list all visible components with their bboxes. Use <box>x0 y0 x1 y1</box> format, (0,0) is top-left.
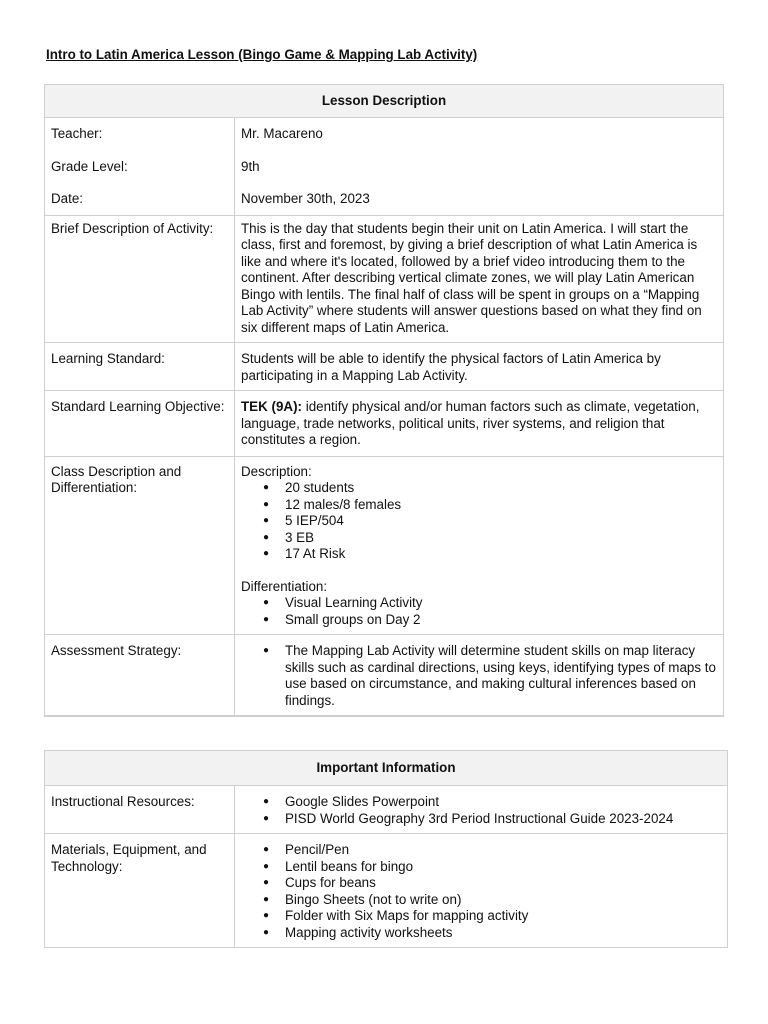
list-item: ● 12 males/8 females <box>285 497 717 514</box>
lesson-description-table <box>44 84 724 717</box>
grade-value: 9th <box>241 158 260 174</box>
brief-description-label: Brief Description of Activity: <box>45 215 235 343</box>
list-item: ● Folder with Six Maps for mapping activity <box>285 908 721 925</box>
list-item: ● The Mapping Lab Activity will determine student skills on map literacy skills such as cardinal directions, using keys, identifying types of maps to use based on circumstance, and making cultural inferences based on findings. <box>285 643 717 709</box>
assessment-strategy-label: Assessment Strategy: <box>45 635 235 717</box>
teacher-value: Mr. Macareno <box>241 126 323 141</box>
grade-label: Grade Level: <box>51 158 128 174</box>
list-item: ● Bingo Sheets (not to write on) <box>285 892 721 909</box>
learning-standard-value: Students will be able to identify the physical factors of Latin America by participating in a Mapping Lab Activity. <box>235 343 724 391</box>
description-heading: Description: <box>241 463 312 479</box>
class-description-label: Class Description and Differentiation: <box>45 456 235 635</box>
learning-objective-cell <box>235 391 724 457</box>
learning-objective-label: Standard Learning Objective: <box>45 391 235 457</box>
list-item: ● PISD World Geography 3rd Period Instructional Guide 2023-2024 <box>285 811 721 828</box>
date-label: Date: <box>51 191 84 206</box>
materials-list <box>241 842 721 941</box>
lesson-description-header: Lesson Description <box>45 85 724 118</box>
list-item: ● Pencil/Pen <box>285 842 721 859</box>
class-description-cell <box>235 456 724 635</box>
instructional-resources-cell <box>235 786 728 834</box>
list-item: ● Lentil beans for bingo <box>285 859 721 876</box>
list-item: ● Mapping activity worksheets <box>285 925 721 942</box>
brief-description-value: This is the day that students begin their unit on Latin America. I will start the class, first and foremost, by giving a brief description of what Latin America is like and where it's located, followed by a brief video introducing them to the continent. After describing vertical climate zones, we will play Latin American Bingo with lentils. The final half of class will be spent in groups on a “Mapping Lab Activity” where students will answer questions based on what they find on six different maps of Latin America. <box>235 215 724 343</box>
description-list <box>241 480 717 563</box>
teacher-label: Teacher: <box>51 126 103 141</box>
list-item: ● 20 students <box>285 480 717 497</box>
materials-label: Materials, Equipment, and Technology: <box>45 834 235 948</box>
list-item: ● 5 IEP/504 <box>285 513 717 530</box>
date-value: November 30th, 2023 <box>241 191 370 206</box>
list-item: ● Google Slides Powerpoint <box>285 794 721 811</box>
materials-cell <box>235 834 728 948</box>
list-item: ● Small groups on Day 2 <box>285 612 717 629</box>
important-information-header: Important Information <box>45 751 728 786</box>
document-title: Intro to Latin America Lesson (Bingo Game & Mapping Lab Activity) <box>46 47 478 62</box>
list-item: ● Cups for beans <box>285 875 721 892</box>
list-item: ● 17 At Risk <box>285 546 717 563</box>
important-information-table <box>44 750 728 948</box>
differentiation-list <box>241 595 717 628</box>
tek-code: TEK (9A): <box>241 399 302 414</box>
assessment-strategy-cell <box>235 635 724 717</box>
assessment-list <box>241 643 717 709</box>
differentiation-heading: Differentiation: <box>241 578 328 594</box>
learning-objective-value: identify physical and/or human factors such as climate, vegetation, language, trade networks, political units, river systems, and religion that constitutes a region. <box>241 399 700 447</box>
learning-standard-label: Learning Standard: <box>45 343 235 391</box>
instructional-resources-label: Instructional Resources: <box>45 786 235 834</box>
resources-list <box>241 794 721 827</box>
list-item: ● 3 EB <box>285 530 717 547</box>
list-item: ● Visual Learning Activity <box>285 595 717 612</box>
